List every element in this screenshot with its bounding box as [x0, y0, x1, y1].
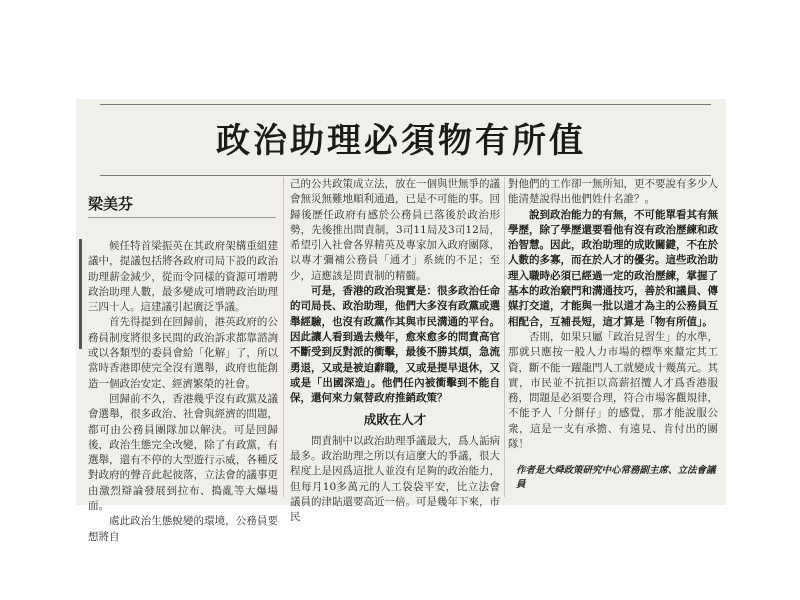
paragraph: 候任特首梁振英在其政府架構重組建議中，提議包括將各政府司局下設的政治助理薪金減少，從而令同樣的資源可增聘政治助理人數，最多變成可增聘政治助理三四十人。這建議引起廣泛爭議。	[88, 240, 278, 314]
paragraph: 問責制中以政治助理爭議最大，爲人詬病最多。政治助理之所以有這麼大的爭議，很大程度上是因爲這批人並沒有足夠的政治能力，但每月10多萬元的人工袋袋平安，比立法會議員的津貼還要高近一倍。可是幾年下來，市民	[290, 434, 500, 524]
column-divider	[283, 177, 284, 497]
bold-paragraph: 可是，香港的政治現實是：很多政治任命的司局長、政治助理，他們大多沒有政黨或選舉經驗，也沒有政黨作其與市民溝通的平台。因此讓人看到過去幾年，愈來愈多的問責高官不斷受到反對派的衝擊，最後不勝其煩，急流勇退，又或是被迫辭職，又或是提早退休，又或是「出國深造」。他們任內被衝擊到不能自保，還何來力氣替政府推銷政策？	[290, 285, 500, 405]
column-2	[290, 177, 500, 526]
newspaper-clipping	[76, 99, 726, 543]
author-note: 作者是大舜政策研究中心常務副主席、立法會議員	[516, 465, 716, 490]
paragraph: 處此政治生態蛻變的環境，公務員要想將自	[88, 515, 278, 543]
column-1	[88, 239, 278, 545]
column-divider	[504, 177, 505, 497]
paragraph: 否則，如果只屬「政治見習生」的水準，那就只應按一般人力市場的標準來釐定其工資，斷不能一躍龍門人工就變成十幾萬元。其實，市民並不抗拒以高薪招攬人才爲香港服務，問題是必須要合理，符合市場客觀規律，不能予人「分餅仔」的感覺，那才能說服公衆，這是一支有承擔、有遠見、肯付出的團隊！	[508, 330, 718, 451]
subheading: 成敗在人才	[363, 412, 427, 428]
paragraph: 對他們的工作卻一無所知，更不要說有多少人能清楚說得出他們姓什名誰？。	[508, 178, 718, 206]
headline-rule	[100, 175, 711, 176]
paragraph: 回歸前不久，香港幾乎沒有政黨及議會選舉，很多政治、社會與經濟的問題，都可由公務員團隊加以解決。可是回歸後，政治生態完全改變，除了有政黨，有選舉，還有不停的大型遊行示威，各種反對政府的聲音此起彼落，立法會的議事更由激烈辯論發展到拉布、搗亂等大爆場面。	[88, 392, 278, 513]
paragraph: 己的公共政策成立法，放在一個與世無爭的議會無災無難地順利通過，已是不可能的事。回歸後歷任政府有感於公務員已落後於政治形勢，先後推出問責制，3司11局及3司12局，希望引入社會各界精英及專家加入政府團隊，以專才彌補公務員「通才」系統的不足；至少，這應該是問責制的精髓。	[290, 178, 500, 282]
column-3	[508, 177, 718, 452]
author-rule	[88, 217, 276, 218]
author-byline: 梁美芬	[88, 195, 134, 213]
article-headline: 政治助理必須物有所值	[216, 121, 586, 161]
top-rule	[100, 104, 711, 105]
margin-bar	[79, 239, 82, 349]
paragraph: 首先得提到在回歸前，港英政府的公務員制度將很多民間的政治訴求都靠諮詢或以各類型的委員會給「化解」了，所以當時香港即使完全沒有選舉，政府也能創造一個政治安定、經濟繁榮的社會。	[88, 316, 278, 390]
bold-paragraph: 說到政治能力的有無，不可能單看其有無學歷，除了學歷還要看他有沒有政治歷練和政治智慧。因此，政治助理的成敗關鍵，不在於人數的多寡，而在於人才的優劣。這些政治助理入職時必須已經過一定的政治歷練，掌握了基本的政治竅門和溝通技巧，善於和議員、傳媒打交道，才能與一批以道才為主的公務員互相配合，互補長短，這才算是「物有所值」。	[508, 208, 718, 328]
